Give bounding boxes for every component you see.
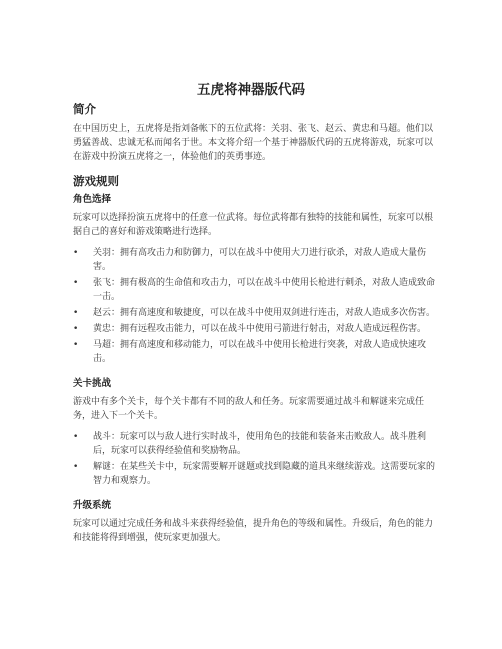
list-item: • 马超：拥有高速度和移动能力，可以在战斗中使用长枪进行突袭，对敌人造成快速攻击。 <box>73 340 427 364</box>
character-list <box>73 246 435 366</box>
rules-heading: 游戏规则 <box>73 174 119 188</box>
level-challenge-heading: 关卡挑战 <box>73 378 112 389</box>
bullet-icon: • <box>73 324 79 334</box>
upgrade-system-paragraph: 玩家可以通过完成任务和战斗来获得经验值，提升角色的等级和属性。升级后，角色的能力和技能将得到增强，使玩家更加强大。 <box>73 519 434 543</box>
bullet-icon: • <box>73 248 79 258</box>
list-item: • 战斗：玩家可以与敌人进行实时战斗，使用角色的技能和装备来击败敌人。战斗胜利后，玩家可以获得经验值和奖励物品。 <box>73 432 427 456</box>
intro-heading: 简介 <box>73 102 96 116</box>
character-selection-paragraph: 玩家可以选择扮演五虎将中的任意一位武将。每位武将都有独特的技能和属性，玩家可以根据自己的喜好和游戏策略进行选择。 <box>73 213 434 237</box>
level-challenge-paragraph: 游戏中有多个关卡，每个关卡都有不同的敌人和任务。玩家需要通过战斗和解谜来完成任务，进入下一个关卡。 <box>73 397 425 421</box>
bullet-icon: • <box>73 432 79 442</box>
list-item: • 解谜：在某些关卡中，玩家需要解开谜题或找到隐藏的道具来继续游戏。这需要玩家的智力和观察力。 <box>73 462 436 486</box>
bullet-icon: • <box>73 462 79 472</box>
upgrade-system-heading: 升级系统 <box>73 500 112 511</box>
bullet-icon: • <box>73 340 79 350</box>
bullet-icon: • <box>73 308 79 318</box>
list-item: • 张飞：拥有极高的生命值和攻击力，可以在战斗中使用长枪进行刺杀，对敌人造成致命一击。 <box>73 278 436 302</box>
list-item: • 赵云：拥有高速度和敏捷度，可以在战斗中使用双剑进行连击，对敌人造成多次伤害。 <box>73 308 436 318</box>
document-body <box>73 102 435 545</box>
intro-paragraph: 在中国历史上，五虎将是指刘备帐下的五位武将：关羽、张飞、赵云、黄忠和马超。他们以勇猛善战、忠诚无私而闻名于世。本文将介绍一个基于神器版代码的五虎将游戏，玩家可以在游戏中扮演五虎将之一，体验他们的英勇事迹。 <box>73 124 434 162</box>
document-title: 五虎将神器版代码 <box>197 82 305 98</box>
character-selection-heading: 角色选择 <box>73 194 112 205</box>
level-list <box>73 430 435 488</box>
list-item: • 关羽：拥有高攻击力和防御力，可以在战斗中使用大刀进行砍杀，对敌人造成大量伤害。 <box>73 248 427 272</box>
bullet-icon: • <box>73 278 79 288</box>
list-item: • 黄忠：拥有远程攻击能力，可以在战斗中使用弓箭进行射击，对敌人造成远程伤害。 <box>73 324 427 334</box>
